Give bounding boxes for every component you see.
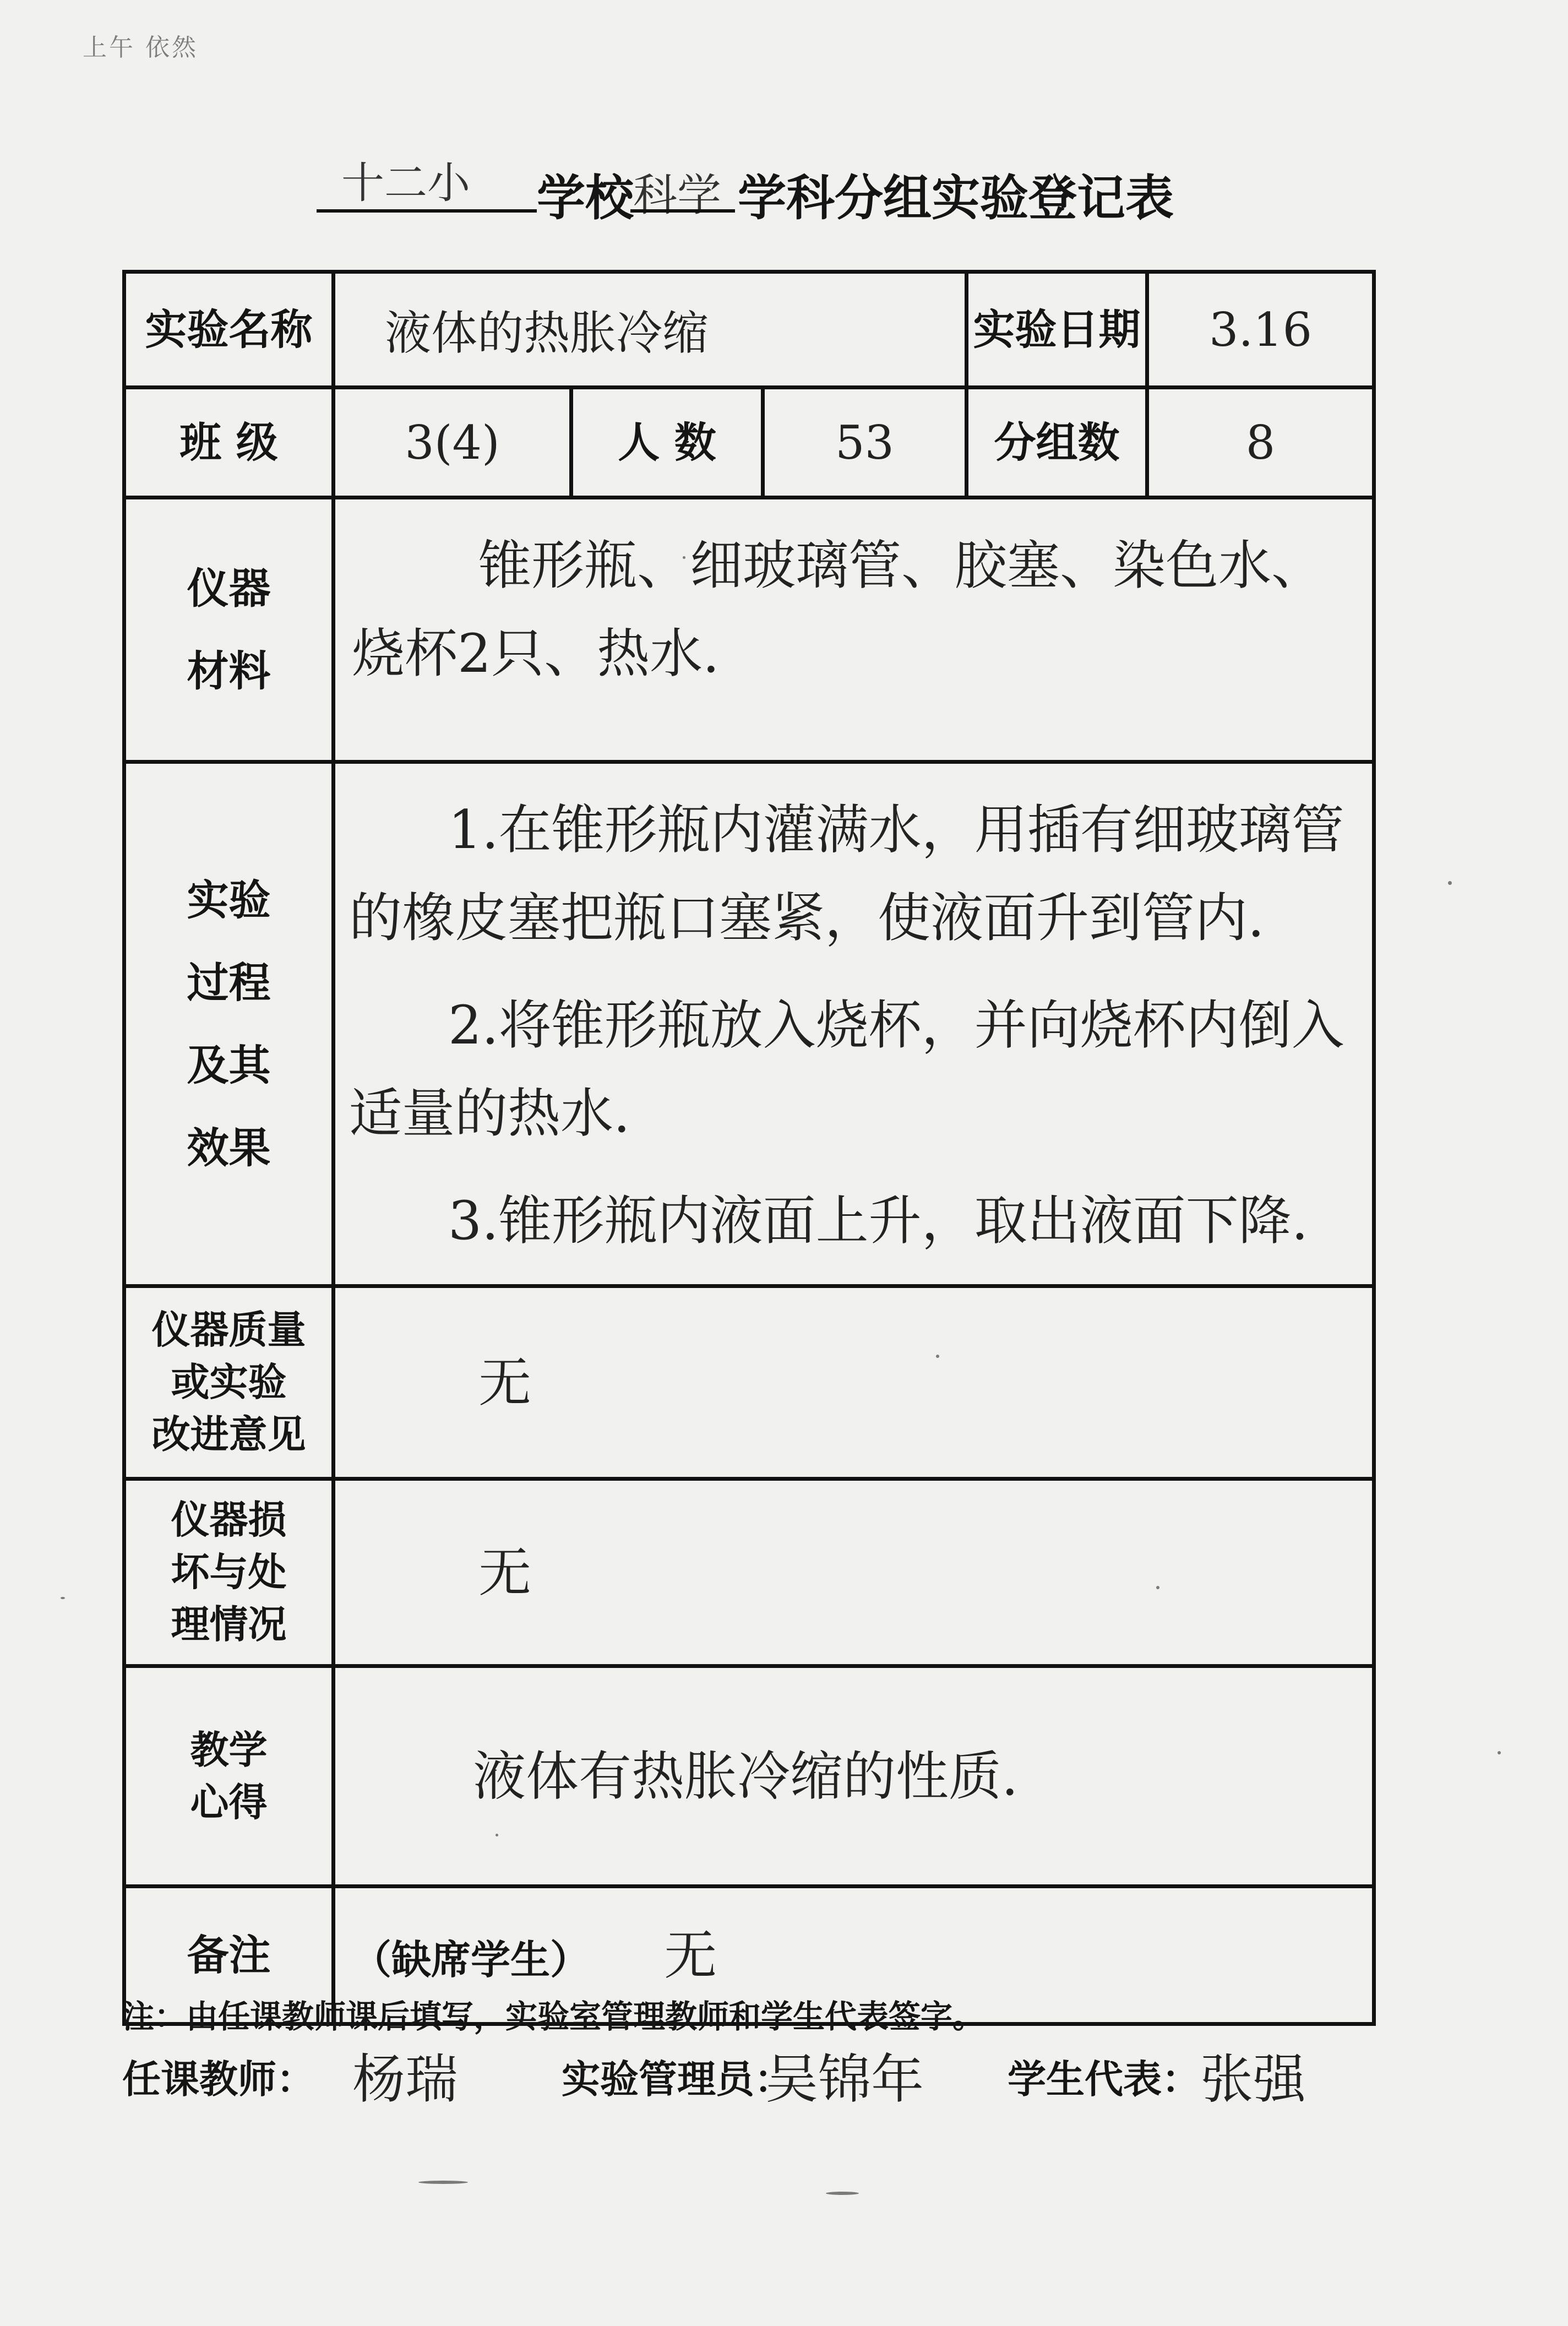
row-reflection bbox=[124, 1666, 1374, 1887]
equipment-label: 仪器 材料 bbox=[124, 498, 334, 762]
experiment-form bbox=[122, 270, 1376, 2026]
school-name: 十二小 bbox=[341, 159, 471, 208]
row-experiment-name bbox=[124, 272, 1374, 388]
process-step-1: 1.在锥形瓶内灌满水，用插有细玻璃管的橡皮塞把瓶口塞紧，使液面升到管内. bbox=[349, 799, 1344, 949]
scan-speck bbox=[1448, 881, 1452, 885]
title-school-suffix: 学校 bbox=[537, 170, 634, 226]
process-steps bbox=[335, 764, 1372, 1265]
process-step-3: 3.锥形瓶内液面上升，取出液面下降. bbox=[448, 1190, 1309, 1252]
class-label: 班 级 bbox=[124, 388, 334, 498]
remarks-prefix: （缺席学生） bbox=[352, 1936, 590, 1983]
groups-value: 8 bbox=[1245, 415, 1276, 470]
row-quality bbox=[124, 1286, 1374, 1479]
admin-label: 实验管理员： bbox=[562, 2057, 793, 2102]
remarks-label: 备注 bbox=[124, 1887, 334, 2024]
scan-speck bbox=[826, 2192, 859, 2195]
equipment-value: 锥形瓶、细玻璃管、胶塞、染色水、烧杯2只、热水. bbox=[352, 535, 1324, 684]
experiment-date-label: 实验日期 bbox=[967, 272, 1147, 388]
damage-label: 仪器损 坏与处 理情况 bbox=[124, 1479, 334, 1666]
scan-speck bbox=[61, 1597, 65, 1599]
teacher-label: 任课教师： bbox=[122, 2057, 315, 2102]
quality-value: 无 bbox=[478, 1351, 531, 1414]
scan-speck bbox=[1498, 1751, 1501, 1754]
count-value: 53 bbox=[835, 415, 894, 470]
subject-underline bbox=[630, 209, 735, 213]
quality-label: 仪器质量 或实验 改进意见 bbox=[124, 1286, 334, 1479]
school-underline bbox=[317, 209, 537, 213]
row-equipment bbox=[124, 498, 1374, 762]
experiment-name-value: 液体的热胀冷缩 bbox=[385, 306, 709, 360]
class-value: 3(4) bbox=[405, 415, 500, 470]
groups-label: 分组数 bbox=[967, 388, 1147, 498]
scan-speck bbox=[418, 2181, 468, 2184]
reflection-label: 教学 心得 bbox=[124, 1666, 334, 1887]
teacher-signature: 杨瑞 bbox=[352, 2048, 458, 2110]
form-title bbox=[317, 149, 1363, 237]
student-signature: 张强 bbox=[1200, 2048, 1306, 2110]
title-suffix: 学科分组实验登记表 bbox=[738, 170, 1174, 226]
experiment-name-label: 实验名称 bbox=[124, 272, 334, 388]
subject-name: 科学 bbox=[633, 170, 721, 221]
corner-note: 上午 依然 bbox=[83, 34, 198, 62]
row-damage bbox=[124, 1479, 1374, 1666]
process-step-2: 2.将锥形瓶放入烧杯，并向烧杯内倒入适量的热水. bbox=[349, 994, 1344, 1144]
student-label: 学生代表： bbox=[1008, 2057, 1200, 2102]
footer-note: 注：由任课教师课后填写，实验室管理教师和学生代表签字。 bbox=[122, 1998, 985, 2035]
reflection-value: 液体有热胀冷缩的性质. bbox=[473, 1745, 1019, 1807]
damage-value: 无 bbox=[478, 1541, 531, 1604]
process-label: 实验 过程 及其 效果 bbox=[124, 762, 334, 1286]
row-class-info bbox=[124, 388, 1374, 498]
count-label: 人 数 bbox=[571, 388, 763, 498]
remarks-value: 无 bbox=[664, 1924, 717, 1986]
admin-signature: 吴锦年 bbox=[765, 2048, 924, 2110]
row-process bbox=[124, 762, 1374, 1286]
experiment-date-value: 3.16 bbox=[1209, 302, 1313, 357]
